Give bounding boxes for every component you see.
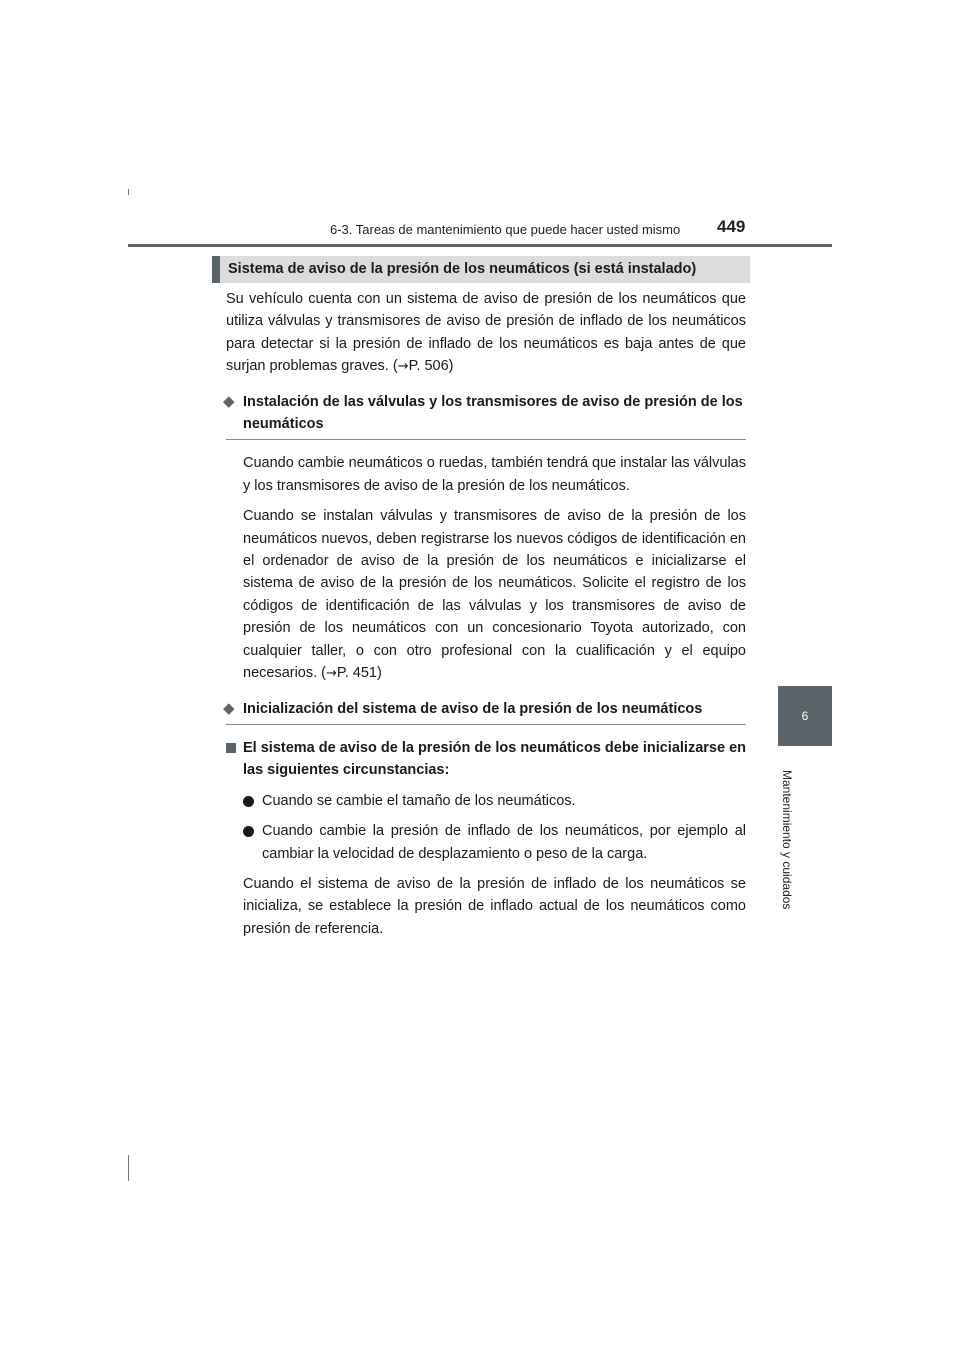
header-divider	[128, 244, 832, 247]
diamond-icon: ◆	[223, 392, 235, 410]
bullet-icon	[243, 796, 254, 807]
arrow-icon: →	[397, 359, 409, 375]
chapter-title: Mantenimiento y cuidados	[780, 770, 794, 910]
intro-paragraph	[226, 288, 746, 379]
crop-mark	[128, 1155, 129, 1181]
list-item	[226, 790, 746, 812]
crop-mark	[128, 189, 129, 195]
initialization-conditions-heading	[226, 737, 746, 782]
main-content	[223, 288, 746, 940]
installation-paragraph-1: Cuando cambie neumáticos o ruedas, también tendrá que instalar las válvulas y los transmisores de aviso de la presión de los neumáticos.	[243, 455, 746, 494]
subheading-installation	[223, 391, 746, 441]
list-item-text: Cuando cambie la presión de inflado de los neumáticos, por ejemplo al cambiar la velocidad de desplazamiento o peso de la carga.	[262, 823, 746, 862]
intro-page-ref[interactable]: P. 506)	[408, 358, 454, 375]
installation-paragraph-2-text: Cuando se instalan válvulas y transmisores de aviso de la presión de los neumáticos nuevos, deben registrarse los nuevos códigos de identificación en el ordenador de aviso de la presión de los neumáticos e inicializarse el sistema de aviso de la presión de los neumáticos. Solicite el registro de los códigos de identificación de las válvulas y los transmisores de aviso de presión de los neumáticos con un concesionario Toyota autorizado, con cualquier taller, o con otro profesional con la cualificación y el equipo necesarios. (	[243, 508, 746, 682]
chapter-tab[interactable]: 6	[778, 686, 832, 746]
subheading-installation-text: Instalación de las válvulas y los transmisores de aviso de presión de los neumáticos	[243, 393, 743, 433]
subheading-initialization	[223, 698, 746, 725]
square-bullet-icon	[226, 743, 236, 753]
initialization-closing-paragraph: Cuando el sistema de aviso de la presión de inflado de los neumáticos se inicializa, se establece la presión de inflado actual de los neumáticos como presión de referencia.	[243, 875, 746, 937]
initialization-conditions-text: El sistema de aviso de la presión de los neumáticos debe inicializarse en las siguientes circunstancias:	[243, 739, 746, 779]
bullet-icon	[243, 826, 254, 837]
chapter-title-vertical	[766, 770, 846, 910]
page-number: 449	[717, 217, 746, 236]
intro-text: Su vehículo cuenta con un sistema de aviso de presión de los neumáticos que utiliza válvulas y transmisores de aviso de presión de inflado de los neumáticos para detectar si la presión de inflado de los neumáticos es baja antes de que surjan problemas graves. (	[226, 291, 746, 375]
running-header: 6-3. Tareas de mantenimiento que puede hacer usted mismo	[330, 222, 681, 237]
subheading-initialization-text: Inicialización del sistema de aviso de la presión de los neumáticos	[243, 700, 703, 717]
installation-page-ref[interactable]: P. 451)	[336, 665, 382, 682]
installation-paragraph-2	[226, 505, 746, 685]
section-banner: Sistema de aviso de la presión de los neumáticos (si está instalado)	[212, 256, 750, 283]
list-item	[226, 820, 746, 865]
list-item-text: Cuando se cambie el tamaño de los neumáticos.	[262, 792, 576, 809]
diamond-icon: ◆	[223, 699, 235, 717]
arrow-icon: →	[326, 666, 337, 682]
